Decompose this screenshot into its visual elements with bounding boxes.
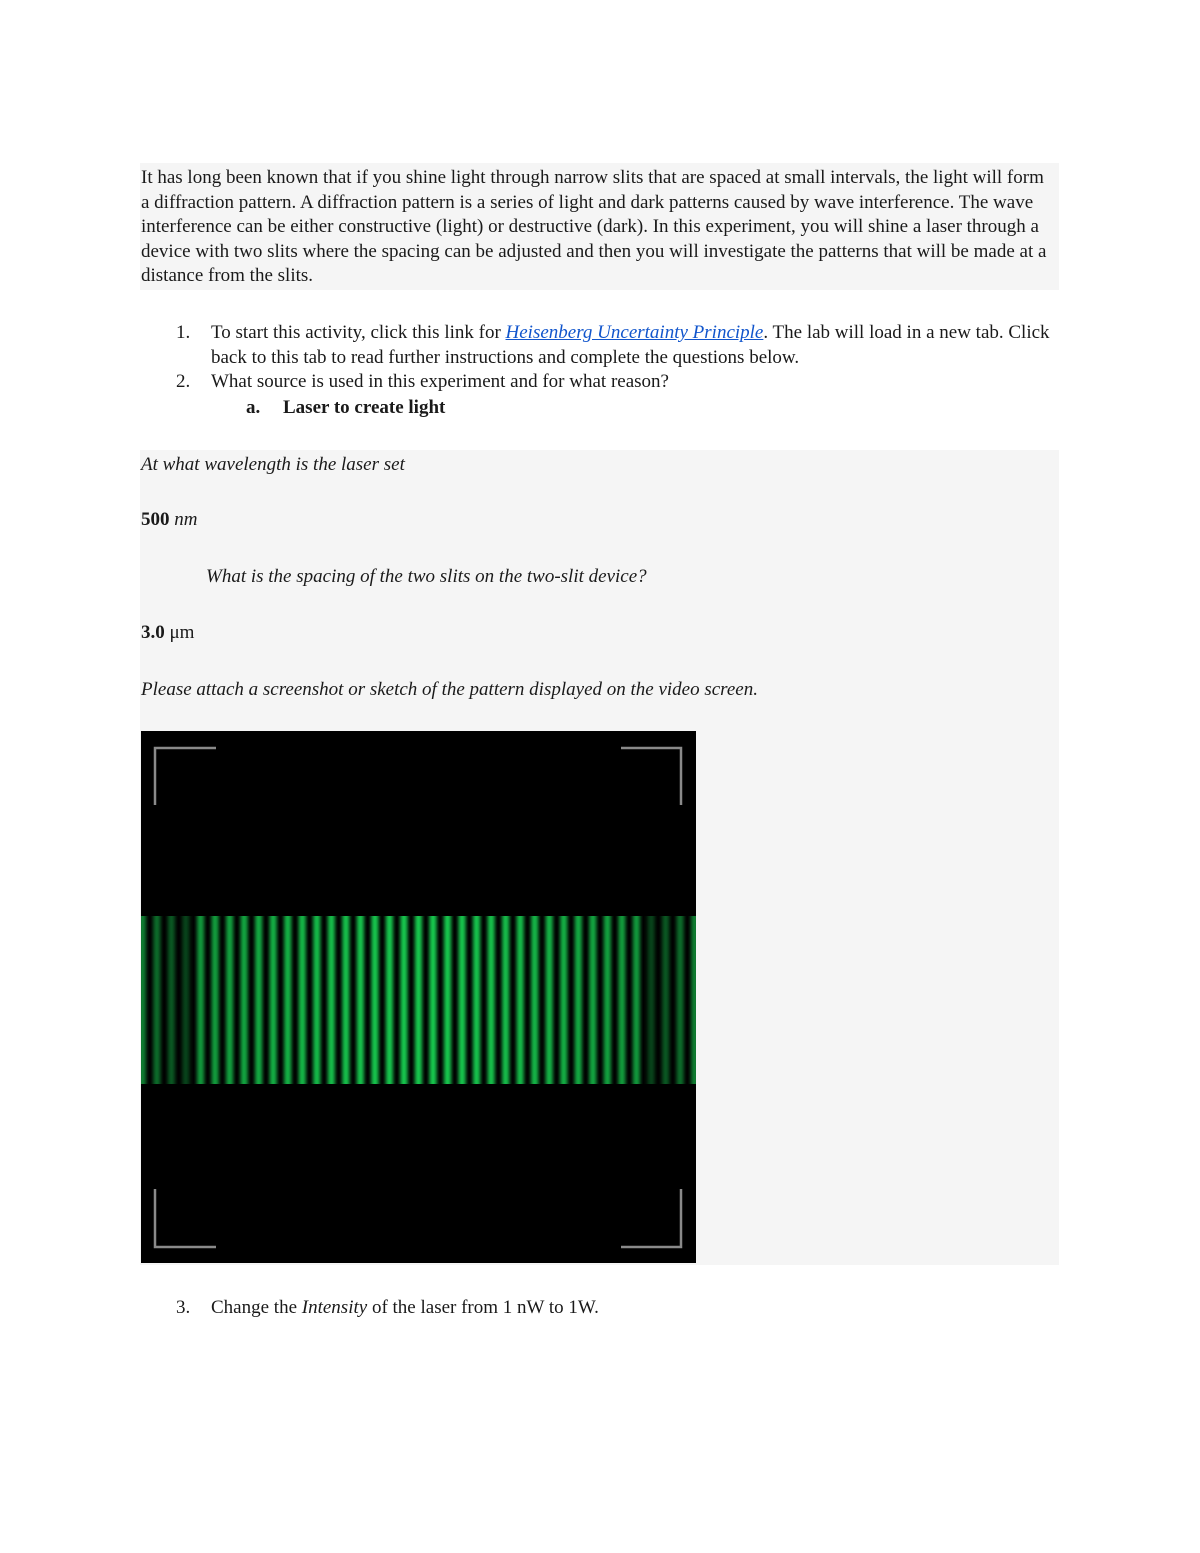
spacing-unit: μm	[169, 622, 195, 643]
list-text-end: . The lab will load in a new tab. Click back to this tab to read further instructions and complete the questions below.	[211, 322, 1050, 368]
list-text-end: of the laser from 1 nW to 1W.	[367, 1297, 599, 1318]
sub-letter: a.	[246, 397, 261, 418]
list-number: 1.	[176, 322, 191, 343]
spacing-value: 3.0	[141, 622, 165, 643]
answer-wavelength	[141, 508, 197, 533]
question-attach: Please attach a screenshot or sketch of the pattern displayed on the video screen.	[141, 679, 758, 700]
sub-answer-text: Laser to create light	[283, 397, 446, 418]
question-spacing: What is the spacing of the two slits on the two-slit device?	[206, 566, 647, 587]
diffraction-pattern-image	[141, 731, 696, 1263]
list-text-start: To start this activity, click this link for	[211, 322, 506, 343]
wavelength-unit: nm	[174, 509, 198, 530]
list-text-start: Change the	[211, 1297, 302, 1318]
wavelength-value: 500	[141, 509, 170, 530]
heisenberg-link[interactable]: Heisenberg Uncertainty Principle	[505, 322, 764, 343]
list-text: What source is used in this experiment and for what reason?	[211, 371, 669, 392]
list-number: 2.	[176, 371, 191, 392]
list-text	[211, 1296, 599, 1321]
question-wavelength: At what wavelength is the laser set	[141, 454, 405, 475]
fringe-band	[141, 916, 696, 1084]
intensity-term: Intensity	[301, 1297, 368, 1318]
list-text	[211, 321, 1051, 370]
answer-spacing	[141, 621, 194, 646]
sub-answer-a	[246, 396, 445, 421]
list-number: 3.	[176, 1297, 191, 1318]
intro-paragraph: It has long been known that if you shine light through narrow slits that are spaced at small intervals, the light will form a diffraction pattern. A diffraction pattern is a series of light and dark patterns caused by wave interference. The wave interference can be either constructive (light) or destructive (dark). In this experiment, you will shine a laser through a device with two slits where the spacing can be adjusted and then you will investigate the patterns that will be made at a distance from the slits.	[141, 167, 1047, 287]
